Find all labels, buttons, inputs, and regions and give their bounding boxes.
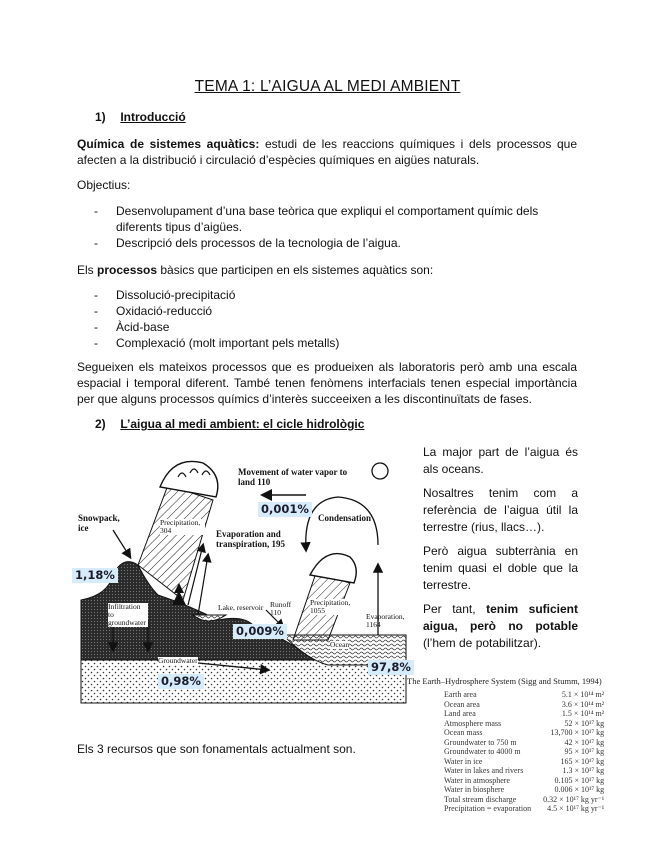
table-row — [444, 795, 604, 805]
table-cell-label: Water in atmosphere — [444, 775, 510, 785]
table-cell-value: 0.006 × 10¹⁷ kg — [554, 785, 605, 794]
table-cell-label: Atmosphere mass — [444, 718, 502, 728]
processes-intro — [77, 262, 577, 278]
resources-line: Els 3 recursos que son fonamentals actualment son. — [77, 742, 356, 756]
objectives-list — [94, 203, 578, 251]
diagram-artwork — [78, 455, 408, 705]
table-row — [444, 719, 604, 729]
list-item: - Àcid-base — [94, 319, 578, 335]
table-cell-value: 13,700 × 10¹⁷ kg — [550, 728, 605, 737]
table-row — [444, 757, 604, 767]
list-item: - Desenvolupament d’una base teòrica que expliqui el comportament químic dels diferents tipus d’aigües. — [94, 203, 578, 235]
table-row — [444, 776, 604, 786]
label-precipitation-ocean: Precipitation, 1055 — [310, 598, 351, 615]
hydrosphere-table — [444, 690, 604, 814]
hydrosphere-table-figure — [404, 676, 654, 814]
table-cell-label: Groundwater to 750 m — [444, 737, 517, 747]
section-number: 2) — [95, 417, 106, 431]
side-text — [423, 444, 578, 659]
processes-intro-pre: Els — [77, 263, 98, 277]
table-row — [444, 728, 604, 738]
table-cell-label: Ocean area — [444, 699, 480, 709]
list-item: - Dissolució-precipitació — [94, 287, 578, 303]
objectives-label: Objectius: — [77, 178, 131, 192]
hydrologic-cycle-diagram — [75, 455, 411, 705]
table-cell-value: 3.6 × 10¹⁴ m² — [561, 699, 605, 709]
closing-paragraph: Segueixen els mateixos processos que es produeixen als laboratoris però amb una escala espacial i temporal diferent. També tenen fenòmens interfacials tenen especial importància per que alguns processos químics d’interès succeeixen a les discontinuïtats de fases. — [77, 360, 577, 406]
table-cell-value: 165 × 10¹⁷ kg — [560, 756, 605, 766]
table-caption: The Earth–Hydrosphere System (Sigg and Stumm, 1994) — [407, 676, 602, 686]
section-title: Introducció — [120, 110, 186, 124]
conclusion-pre: Per tant, — [423, 602, 487, 616]
table-cell-label: Water in ice — [444, 756, 483, 766]
table-cell-label: Groundwater to 4000 m — [444, 747, 521, 756]
table-cell-label: Total stream discharge — [444, 794, 517, 804]
processes-list — [94, 287, 578, 351]
pct-atmosphere: 0,001% — [258, 502, 312, 517]
label-snowpack: Snowpack, ice — [78, 513, 120, 533]
table-cell-value: 4.5 × 10¹⁷ kg yr⁻¹ — [547, 804, 605, 813]
conclusion-post: (l’hem de potabilitzar). — [423, 636, 542, 650]
label-evapotranspiration: Evaporation and transpiration, 195 — [216, 529, 286, 549]
table-cell-label: Earth area — [444, 690, 477, 699]
side-paragraph: Però aigua subterrània en tenim quasi el doble que la terrestre. — [423, 544, 578, 592]
label-ocean: Ocean — [330, 640, 350, 649]
table-cell-value: 5.1 × 10¹⁴ m² — [561, 690, 605, 699]
list-item: - Oxidació-reducció — [94, 303, 578, 319]
definition-term: Química de sistemes aquàtics: — [77, 137, 260, 151]
list-item: - Complexació (molt important pels metalls) — [94, 335, 578, 351]
label-precipitation-land: Precipitation, 304 — [160, 519, 205, 535]
table-row — [444, 738, 604, 748]
processes-intro-post: bàsics que participen en els sistemes aquàtics son: — [157, 263, 434, 277]
table-row — [444, 766, 604, 776]
table-cell-label: Precipitation = evaporation — [444, 804, 532, 813]
table-cell-value: 0.105 × 10¹⁷ kg — [554, 775, 605, 785]
pct-ocean: 97,8% — [368, 660, 414, 675]
pct-ice: 1,18% — [72, 568, 118, 583]
page-title: TEMA 1: L’AIGUA AL MEDI AMBIENT — [194, 78, 461, 95]
list-item: - Descripció dels processos de la tecnologia de l’aigua. — [94, 235, 578, 251]
label-runoff: Runoff 110 — [270, 600, 292, 617]
conclusion-bold: tenim suficient aigua, però no potable — [423, 602, 578, 633]
label-lake: Lake, reservoir — [218, 603, 264, 612]
definition-paragraph — [77, 136, 577, 168]
table-cell-label: Land area — [444, 709, 476, 718]
table-row — [444, 747, 604, 757]
table-cell-value: 1.5 × 10¹⁴ m² — [561, 709, 605, 718]
table-cell-value: 52 × 10¹⁷ kg — [564, 718, 605, 728]
section-heading-introduccio — [95, 110, 186, 124]
table-cell-label: Water in biosphere — [444, 785, 505, 794]
label-vapor-movement: Movement of water vapor to land 110 — [238, 467, 348, 487]
pct-surface: 0,009% — [233, 624, 287, 639]
table-cell-value: 42 × 10¹⁷ kg — [564, 737, 605, 747]
side-paragraph: Nosaltres tenim com a referència de l’aigua útil la terrestre (rius, llacs…). — [423, 486, 578, 534]
processes-intro-bold: processos — [97, 263, 158, 277]
table-row — [444, 700, 604, 710]
pct-groundwater: 0,98% — [158, 674, 204, 689]
table-cell-value: 95 × 10¹⁷ kg — [564, 747, 605, 756]
label-groundwater: Groundwater — [158, 656, 198, 665]
label-infiltration: Infiltration to groundwater — [108, 603, 148, 627]
table-cell-label: Water in lakes and rivers — [444, 766, 524, 775]
table-row — [444, 690, 604, 700]
label-evaporation-ocean: Evaporation, 1164 — [366, 612, 405, 629]
side-conclusion — [423, 601, 578, 652]
table-row — [444, 804, 604, 814]
side-paragraph: La major part de l’aigua és als oceans. — [423, 445, 578, 476]
section-title: L’aigua al medi ambient: el cicle hidrològic — [120, 417, 365, 431]
table-cell-value: 0.32 × 10¹⁷ kg yr⁻¹ — [543, 794, 605, 804]
table-cell-value: 1.3 × 10¹⁷ kg — [562, 766, 605, 775]
label-condensation: Condensation — [318, 513, 372, 523]
table-row — [444, 709, 604, 719]
table-row — [444, 785, 604, 795]
definition-text: estudi de les reaccions químiques i dels processos que afecten a la distribució i circulació d’espècies químiques en aigües naturals. — [77, 137, 577, 167]
section-number: 1) — [95, 110, 106, 124]
table-cell-label: Ocean mass — [444, 728, 483, 737]
section-heading-cicle-hidrologic — [95, 417, 364, 431]
